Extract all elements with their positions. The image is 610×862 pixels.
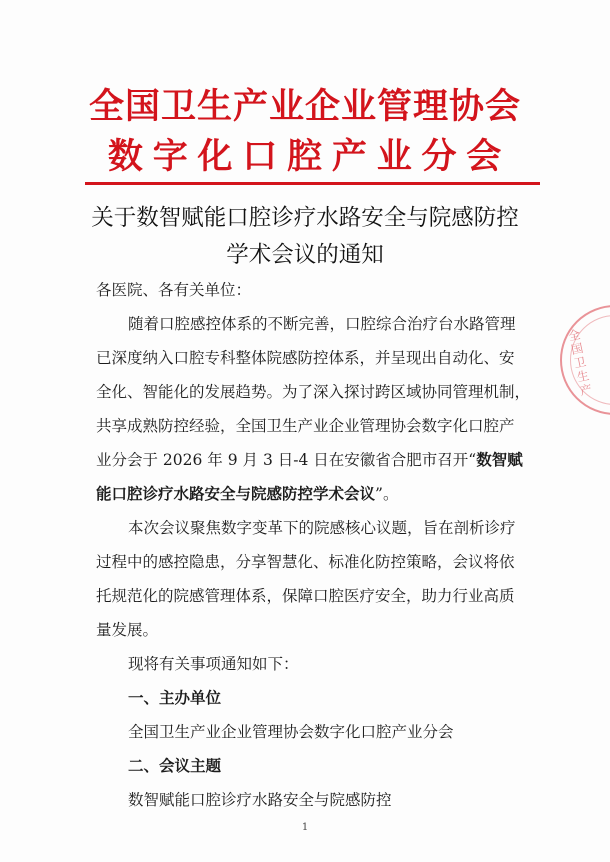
paragraph-2-line-3: 托规范化的院感管理体系，保障口腔医疗安全，助力行业高质 — [96, 587, 515, 605]
meeting-name-part-2: 能口腔诊疗水路安全与院感防控学术会议 — [96, 484, 376, 503]
paragraph-1-line-5-text: 业分会于 2026 年 9 月 3 日-4 日在安徽省合肥市召开“ — [96, 451, 477, 469]
document-title-line-2: 学术会议的通知 — [226, 242, 384, 268]
salutation: 各医院、各有关单位： — [96, 281, 252, 299]
section-1-heading: 一、主办单位 — [128, 688, 222, 707]
paragraph-1-line-1: 随着口腔感控体系的不断完善，口腔综合治疗台水路管理 — [128, 315, 516, 333]
paragraph-1-line-2: 已深度纳入口腔专科整体院感防控体系，并呈现出自动化、安 — [96, 349, 515, 367]
seal-text: 全国卫生产 — [566, 327, 594, 399]
section-2-content: 数智赋能口腔诊疗水路安全与院感防控 — [128, 791, 392, 809]
notice-intro: 现将有关事项通知如下： — [128, 655, 299, 673]
paragraph-2-line-1: 本次会议聚焦数字变革下的院感核心议题，旨在剖析诊疗 — [128, 519, 516, 537]
paragraph-1-line-6 — [96, 484, 398, 504]
paragraph-2-line-4: 量发展。 — [96, 621, 159, 639]
paragraph-1-line-6-end: ”。 — [375, 485, 399, 503]
meeting-name-part-1: 数智赋 — [476, 450, 523, 469]
paragraph-1-line-4: 共享成熟防控经验，全国卫生产业企业管理协会数字化口腔产 — [96, 417, 515, 435]
letterhead-rule — [85, 182, 540, 185]
letterhead-line-2: 数字化口腔产业分会 — [107, 136, 512, 177]
letterhead-line-1: 全国卫生产业企业管理协会 — [88, 86, 521, 127]
paragraph-1-line-5 — [96, 450, 523, 470]
section-1-content: 全国卫生产业企业管理协会数字化口腔产业分会 — [128, 723, 454, 741]
page-number: 1 — [301, 822, 309, 833]
paragraph-1-line-3: 全化、智能化的发展趋势。为了深入探讨跨区域协同管理机制， — [96, 383, 531, 401]
paragraph-2-line-2: 过程中的感控隐患，分享智慧化、标准化防控策略，会议将依 — [96, 553, 515, 571]
official-seal-stamp — [560, 305, 610, 415]
section-2-heading: 二、会议主题 — [128, 756, 222, 775]
document-title-line-1: 关于数智赋能口腔诊疗水路安全与院感防控 — [91, 205, 519, 231]
